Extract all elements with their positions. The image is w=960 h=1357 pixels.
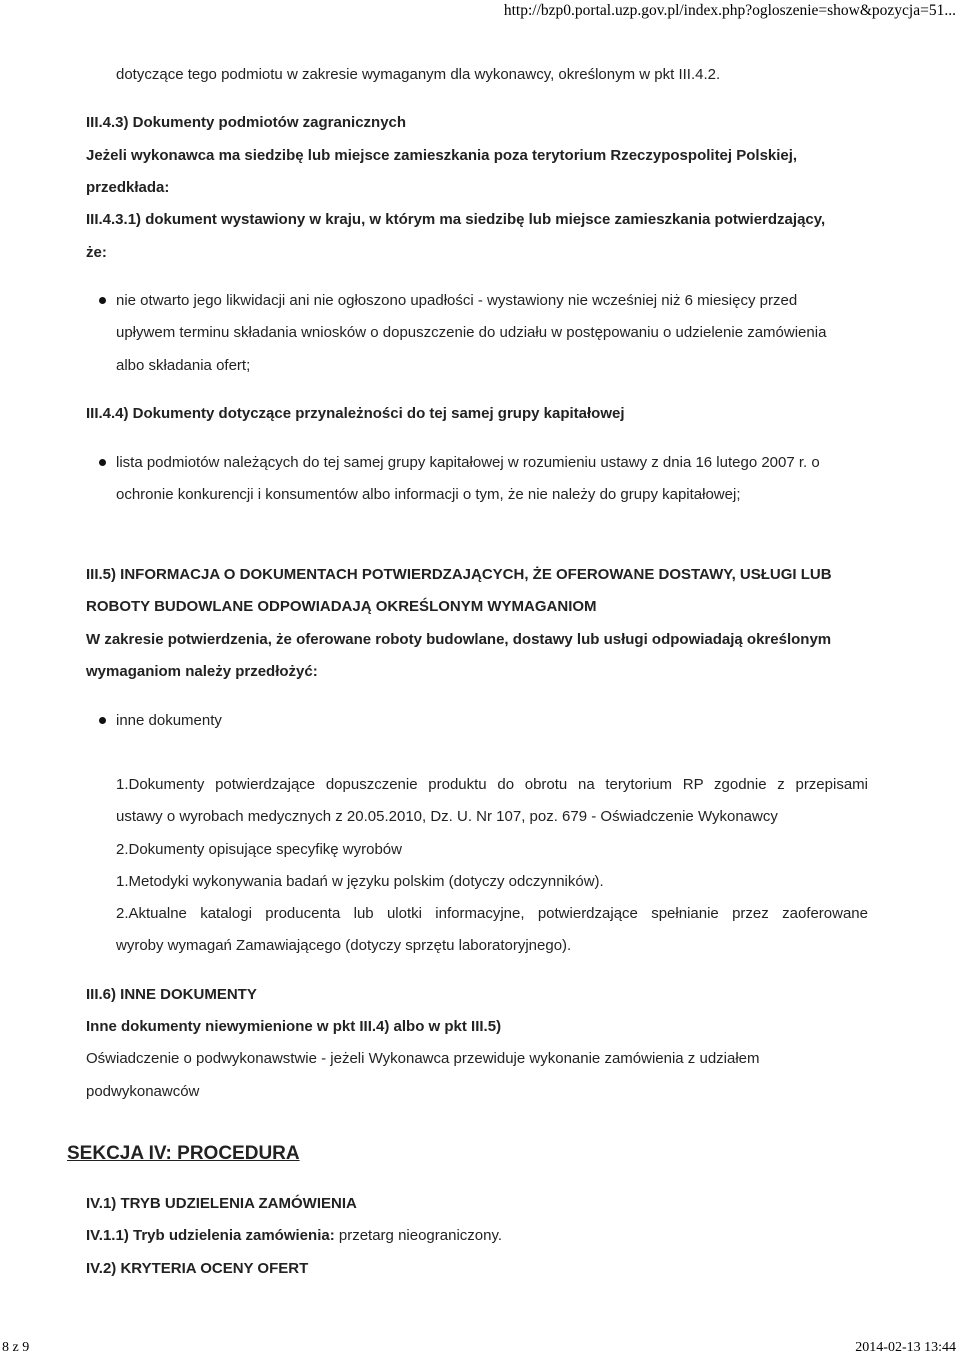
text-line: Jeżeli wykonawca ma siedzibę lub miejsce zamieszkania poza terytorium Rzeczypospolitej Polskiej, bbox=[86, 147, 798, 164]
text-line: przedkłada: bbox=[86, 179, 170, 196]
subsection-heading: IV.2) KRYTERIA OCENY OFERT bbox=[86, 1260, 309, 1277]
text-line: 2.Aktualne katalogi producenta lub ulotki informacyjne, potwierdzające spełnianie przez zaoferowane bbox=[116, 905, 868, 922]
text-line: Oświadczenie o podwykonawstwie - jeżeli Wykonawca przewiduje wykonanie zamówienia z udziałem bbox=[86, 1050, 760, 1067]
text-line: że: bbox=[86, 244, 107, 261]
page-number: 8 z 9 bbox=[2, 1340, 30, 1355]
text-line: 1.Metodyki wykonywania badań w języku polskim (dotyczy odczynników). bbox=[116, 873, 604, 890]
subsection-heading: III.4.3) Dokumenty podmiotów zagranicznych bbox=[86, 114, 407, 131]
text-line: ustawy o wyrobach medycznych z 20.05.2010, Dz. U. Nr 107, poz. 679 - Oświadczenie Wykonawcy bbox=[116, 808, 778, 825]
print-timestamp: 2014-02-13 13:44 bbox=[855, 1340, 956, 1355]
subsection-heading: III.6) INNE DOKUMENTY bbox=[86, 986, 257, 1003]
text-line bbox=[86, 1226, 502, 1246]
field-value: przetarg nieograniczony. bbox=[334, 1227, 503, 1244]
subsection-heading: III.5) INFORMACJA O DOKUMENTACH POTWIERDZAJĄCYCH, ŻE OFEROWANE DOSTAWY, USŁUGI LUB bbox=[86, 566, 832, 583]
bullet-item: nie otwarto jego likwidacji ani nie ogłoszono upadłości - wystawiony nie wcześniej niż 6 miesięcy przed bbox=[116, 292, 798, 309]
text-line: dotyczące tego podmiotu w zakresie wymaganym dla wykonawcy, określonym w pkt III.4.2. bbox=[116, 66, 721, 83]
subsection-heading: IV.1) TRYB UDZIELENIA ZAMÓWIENIA bbox=[86, 1195, 357, 1212]
text-line: W zakresie potwierdzenia, że oferowane roboty budowlane, dostawy lub usługi odpowiadają określonym bbox=[86, 631, 832, 648]
field-label: IV.1.1) Tryb udzielenia zamówienia: bbox=[86, 1227, 335, 1244]
bullet-item: inne dokumenty bbox=[116, 712, 222, 729]
section-heading: SEKCJA IV: PROCEDURA bbox=[67, 1143, 300, 1164]
subsection-heading: III.4.4) Dokumenty dotyczące przynależności do tej samej grupy kapitałowej bbox=[86, 405, 625, 422]
text-line: wymaganiom należy przedłożyć: bbox=[86, 663, 318, 680]
text-line: 2.Dokumenty opisujące specyfikę wyrobów bbox=[116, 841, 402, 858]
subsection-heading: ROBOTY BUDOWLANE ODPOWIADAJĄ OKREŚLONYM WYMAGANIOM bbox=[86, 598, 597, 615]
text-line: upływem terminu składania wniosków o dopuszczenie do udziału w postępowaniu o udzielenie zamówienia bbox=[116, 324, 827, 341]
text-line: ochronie konkurencji i konsumentów albo informacji o tym, że nie należy do grupy kapitałowej; bbox=[116, 486, 741, 503]
bullet-item: lista podmiotów należących do tej samej grupy kapitałowej w rozumieniu ustawy z dnia 16 lutego 2007 r. o bbox=[116, 454, 820, 471]
page-url-header: http://bzp0.portal.uzp.gov.pl/index.php?ogloszenie=show&pozycja=51... bbox=[503, 2, 956, 19]
text-line: 1.Dokumenty potwierdzające dopuszczenie produktu do obrotu na terytorium RP zgodnie z przepisami bbox=[116, 776, 868, 793]
text-line: podwykonawców bbox=[86, 1083, 200, 1100]
text-line: Inne dokumenty niewymienione w pkt III.4) albo w pkt III.5) bbox=[86, 1018, 502, 1035]
subsection-heading: III.4.3.1) dokument wystawiony w kraju, w którym ma siedzibę lub miejsce zamieszkania potwierdzający, bbox=[86, 211, 826, 228]
text-line: albo składania ofert; bbox=[116, 357, 251, 374]
text-line: wyroby wymagań Zamawiającego (dotyczy sprzętu laboratoryjnego). bbox=[116, 937, 572, 954]
